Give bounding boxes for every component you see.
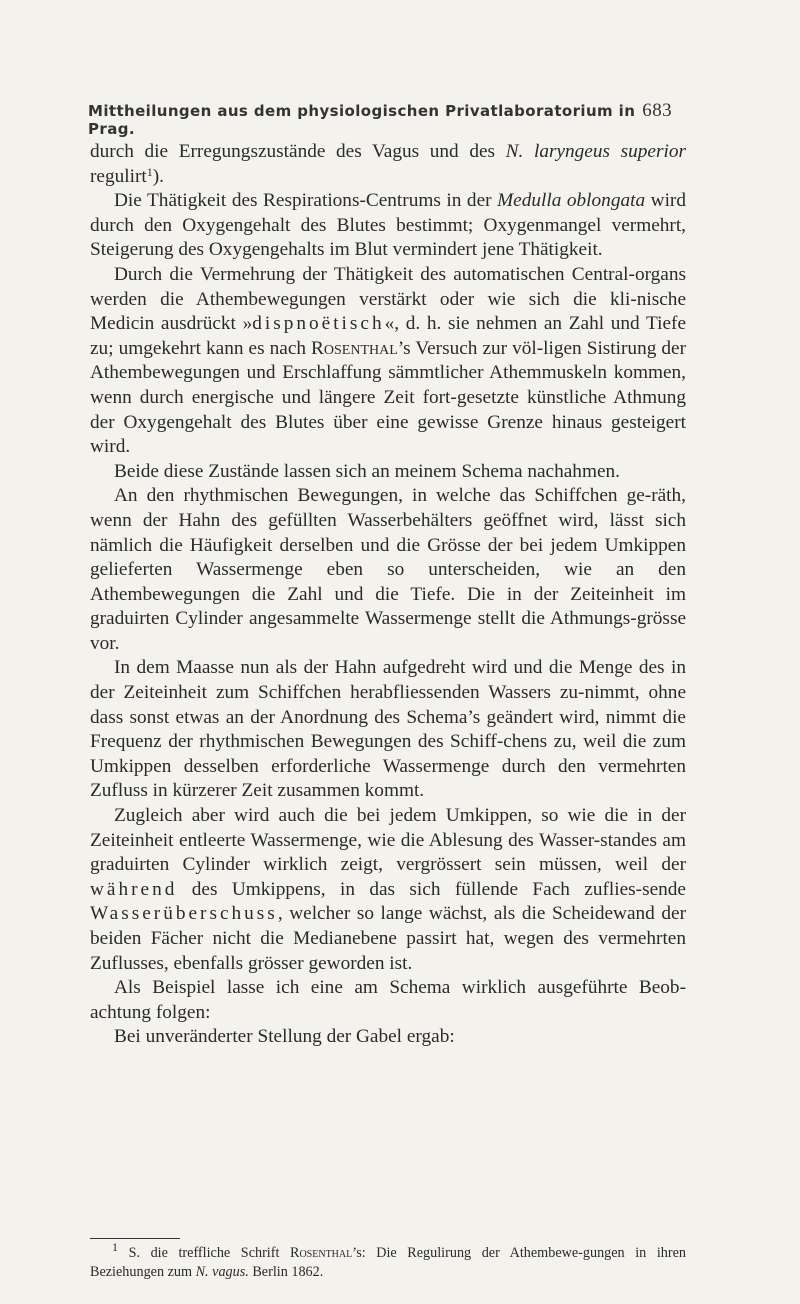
spaced-term: Wasserüberschuss: [90, 903, 278, 925]
paragraph-8: Als Beispiel lasse ich eine am Schema wirklich ausgeführte Beob-achtung folgen:: [90, 977, 686, 1023]
text-run: Berlin 1862.: [248, 1263, 324, 1280]
text-run: wird durch den Oxygengehalt des Blutes bestimmt; Oxygenmangel vermehrt, Steigerung des Oxygengehalts im Blut vermindert jene Thätigkeit.: [90, 190, 686, 261]
text-run: Durch die Vermehrung der Thätigkeit des automatischen Central-organs werden die Athembewegungen verstärkt oder wie sich die kli-nische Medicin ausdrückt »: [90, 263, 686, 335]
paragraph-4: Beide diese Zustände lassen sich an meinem Schema nachahmen.: [114, 460, 620, 482]
text-run: Die Thätigkeit des Respirations-Centrums in der: [114, 190, 498, 212]
text-run: durch die Erregungszustände des Vagus und des: [90, 141, 506, 162]
text-run: S. die treffliche Schrift: [118, 1245, 290, 1261]
author-name: Rosenthal: [311, 337, 398, 359]
body-text: [90, 140, 686, 1050]
paragraph-5: An den rhythmischen Bewegungen, in welche das Schiffchen ge-räth, wenn der Hahn des gefüllten Wasserbehälters geöffnet wird, lässt sich nämlich die Häufigkeit derselben und die Grösse der bei jedem Umkippen gelieferten Wassermenge eben so unterscheiden, wie an den Athembewegungen die Zahl und die Tiefe. Die in der Zeiteinheit im graduirten Cylinder angesammelte Wassermenge stellt die Athmungs-grösse vor.: [90, 485, 686, 654]
footnote: [90, 1240, 686, 1281]
text-run: regulirt: [90, 165, 147, 187]
paragraph-1: [90, 140, 686, 189]
italic-term: N. vagus.: [195, 1263, 249, 1280]
text-run: Zugleich aber wird auch die bei jedem Umkippen, so wie die in der Zeiteinheit entleerte Wassermenge, wie die Ablesung des Wasser-standes am graduirten Cylinder wirklich zeigt, vergrössert sein müssen, weil der: [90, 805, 686, 876]
spaced-term: dispnoëtisch: [252, 313, 385, 335]
text-run: ’s Versuch zur völ-ligen Sistirung der Athembewegungen und Erschlaffung sämmtlicher Athemmuskeln kommen, wenn durch energische und längere Zeit fort-gesetzte künstliche Athmung der Oxygengehalt des Blutes über eine gewisse Grenze hinaus gesteigert wird.: [90, 337, 686, 458]
footnote-text: [90, 1240, 686, 1281]
author-name: Rosenthal: [290, 1245, 353, 1261]
running-header: [88, 100, 672, 138]
italic-term: Medulla oblongata: [497, 190, 646, 212]
running-title: Mittheilungen aus dem physiologischen Privatlaboratorium in Prag.: [88, 102, 636, 138]
footnote-divider: [90, 1238, 180, 1239]
text-run: des Umkippens, in das sich füllende Fach zuflies-sende: [177, 878, 686, 900]
paragraph-9: Bei unveränderter Stellung der Gabel ergab:: [114, 1026, 455, 1048]
text-run: «, d. h. sie nehmen an Zahl und Tiefe zu; umgekehrt kann es nach: [90, 313, 686, 359]
text-run: ).: [152, 165, 165, 187]
paragraph-2: [90, 189, 686, 263]
footnote-ref: 1: [146, 164, 153, 179]
paragraph-3: [90, 263, 686, 460]
paragraph-6: In dem Maasse nun als der Hahn aufgedreht wird und die Menge des in der Zeiteinheit zum Schiffchen herabfliessenden Wassers zu-nimmt, ohne dass sonst etwas an der Anordnung des Schema’s geändert wird, nimmt die Frequenz der rhythmischen Bewegungen des Schiff-chens zu, weil die zum Umkippen desselben erforderliche Wassermenge durch den vermehrten Zufluss in kürzerer Zeit zusammen kommt.: [90, 657, 686, 802]
text-run: , welcher so lange wächst, als die Scheidewand der beiden Fächer nicht die Medianebene passirt hat, wegen des vermehrten Zuflusses, ebenfalls grösser geworden ist.: [90, 903, 686, 974]
page-number: 683: [642, 100, 672, 121]
paragraph-7: [90, 804, 686, 976]
italic-term: N. laryngeus superior: [505, 141, 686, 162]
footnote-marker: 1: [112, 1240, 118, 1254]
spaced-term: während: [90, 878, 178, 900]
text-run: ’s: Die Regulirung der Athembewe-gungen in ihren Beziehungen zum: [90, 1245, 686, 1280]
